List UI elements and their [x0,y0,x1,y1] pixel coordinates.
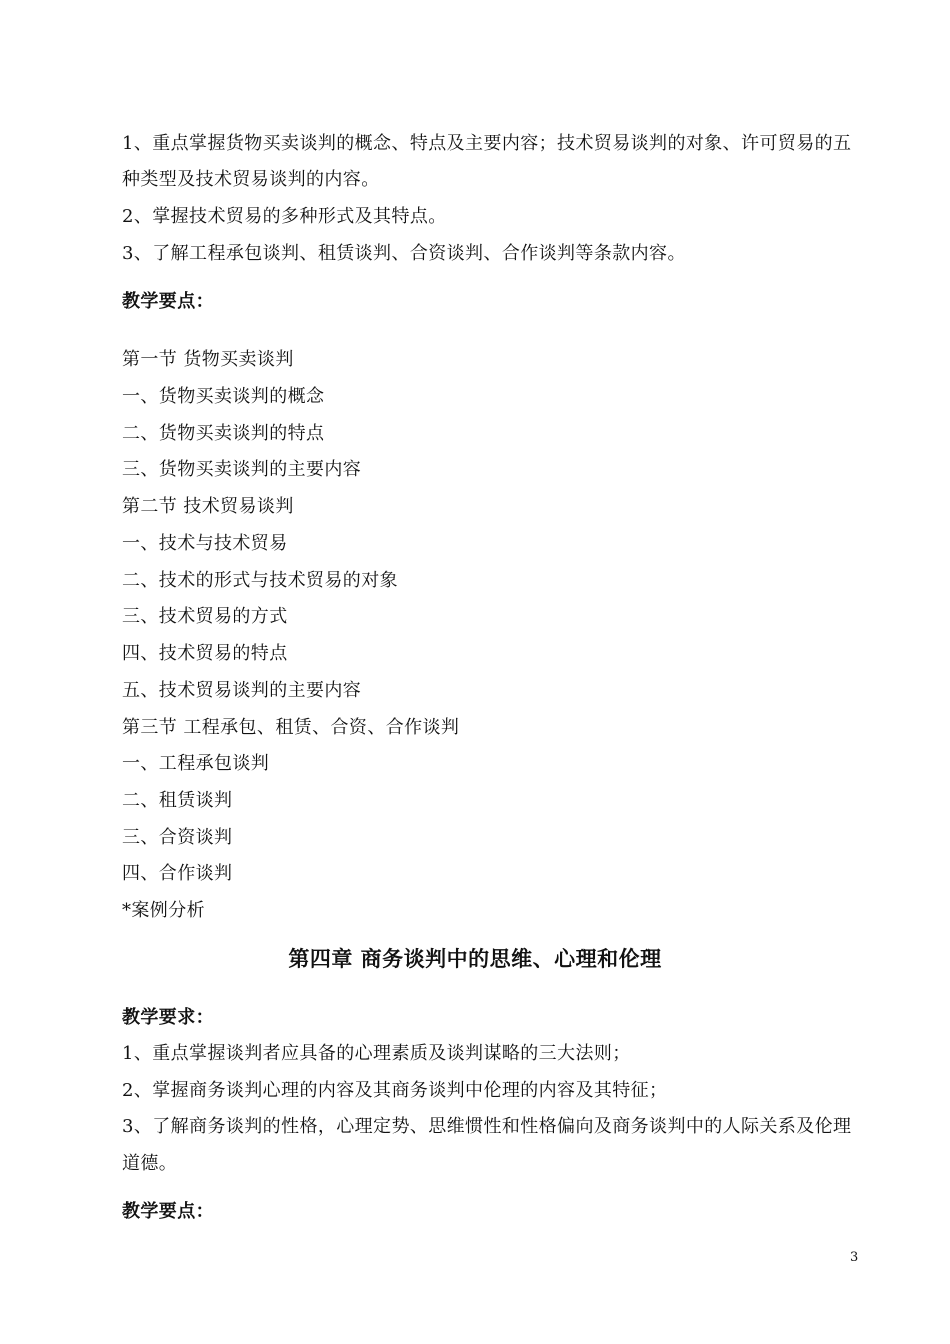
section-heading: 教学要点： [122,291,214,312]
outline-item: 二、技术的形式与技术贸易的对象 [122,570,398,591]
case-analysis: *案例分析 [122,900,205,921]
requirement-line: 2、掌握商务谈判心理的内容及其商务谈判中伦理的内容及其特征； [122,1080,668,1101]
outline-item: 四、技术贸易的特点 [122,643,288,664]
outline-item: 一、工程承包谈判 [122,753,270,774]
outline-item: 三、货物买卖谈判的主要内容 [122,459,362,480]
requirement-line: 1、重点掌握谈判者应具备的心理素质及谈判谋略的三大法则； [122,1043,631,1064]
requirement-line: 3、了解工程承包谈判、租赁谈判、合资谈判、合作谈判等条款内容。 [122,243,686,264]
outline-item: 五、技术贸易谈判的主要内容 [122,680,362,701]
outline-section: 第二节 技术贸易谈判 [122,496,294,517]
outline-item: 一、技术与技术贸易 [122,533,288,554]
page-number: 3 [850,1250,859,1265]
outline-item: 一、货物买卖谈判的概念 [122,386,325,407]
requirement-line: 2、掌握技术贸易的多种形式及其特点。 [122,206,447,227]
requirement-line: 种类型及技术贸易谈判的内容。 [122,169,380,190]
outline-item: 二、租赁谈判 [122,790,233,811]
chapter-title: 第四章 商务谈判中的思维、心理和伦理 [288,947,662,971]
outline-item: 三、合资谈判 [122,827,233,848]
outline-item: 四、合作谈判 [122,863,233,884]
section-heading: 教学要求： [122,1007,214,1028]
requirement-line: 道德。 [122,1153,178,1174]
outline-section: 第三节 工程承包、租赁、合资、合作谈判 [122,717,460,738]
requirement-line: 3、了解商务谈判的性格，心理定势、思维惯性和性格偏向及商务谈判中的人际关系及伦理 [122,1116,852,1137]
outline-item: 二、货物买卖谈判的特点 [122,423,325,444]
requirement-line: 1、重点掌握货物买卖谈判的概念、特点及主要内容；技术贸易谈判的对象、许可贸易的五 [122,133,852,154]
outline-item: 三、技术贸易的方式 [122,606,288,627]
section-heading: 教学要点： [122,1201,214,1222]
outline-section: 第一节 货物买卖谈判 [122,349,294,370]
